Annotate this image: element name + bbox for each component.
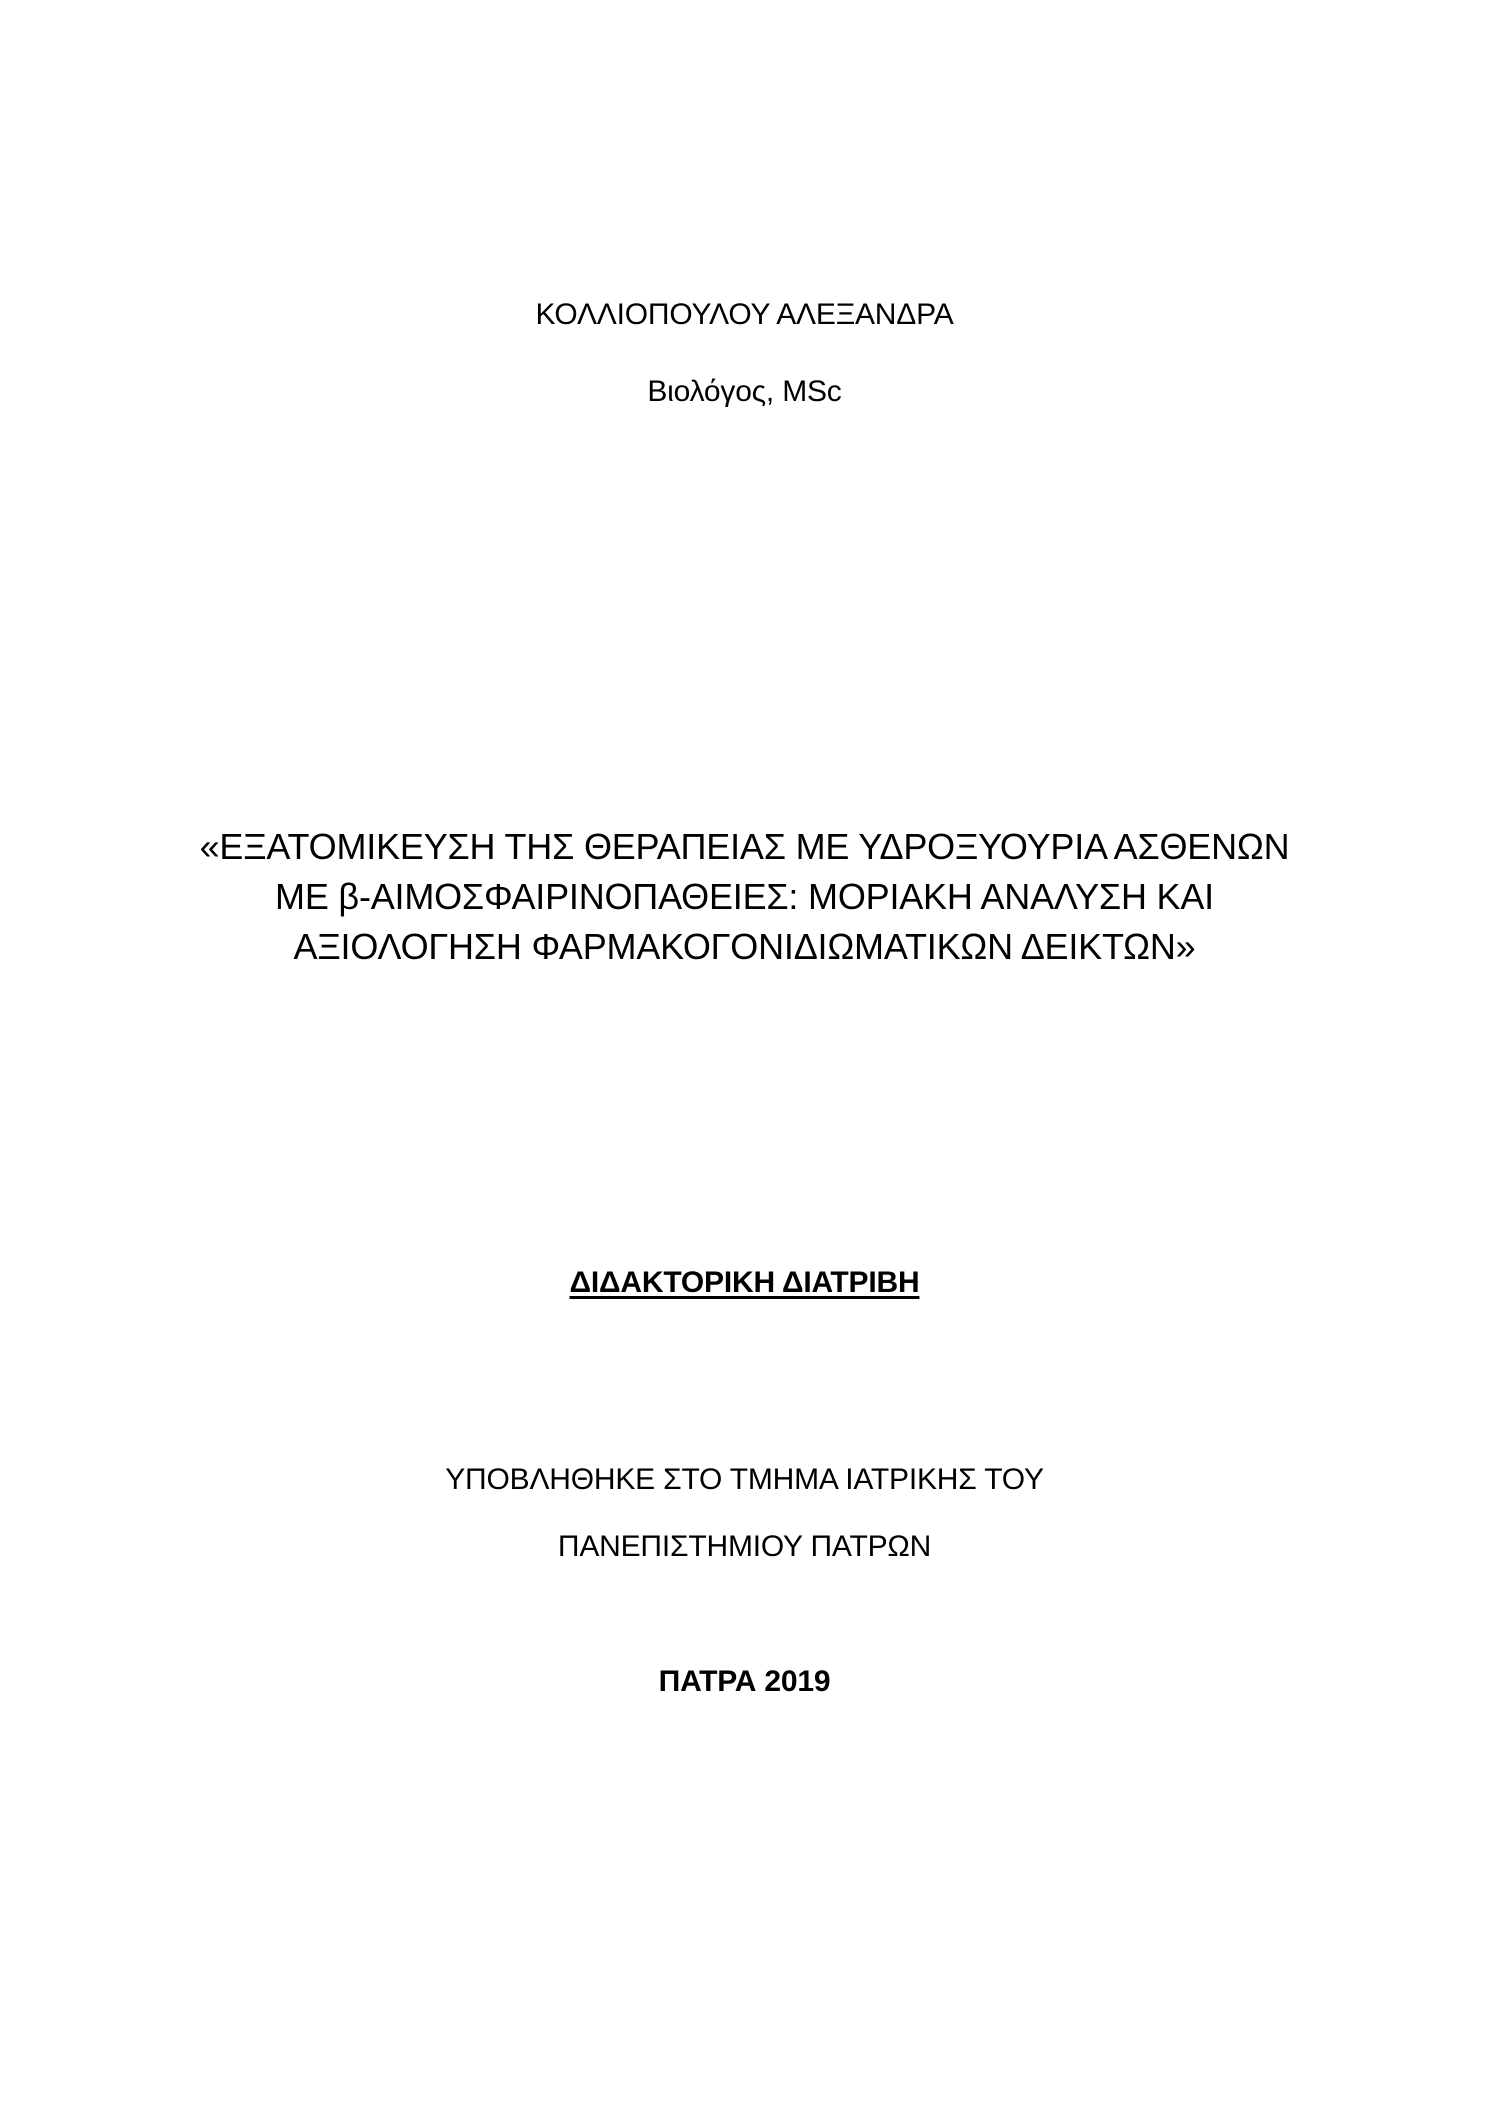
author-degree: Βιολόγος, MSc	[647, 375, 842, 408]
thesis-type: ΔΙΔΑΚΤΟΡΙΚΗ ΔΙΑΤΡΙΒΗ	[569, 1266, 920, 1299]
place-and-year: ΠΑΤΡΑ 2019	[658, 1665, 831, 1698]
thesis-title-line: ΑΞΙΟΛΟΓΗΣΗ ΦΑΡΜΑΚΟΓΟΝΙΔΙΩΜΑΤΙΚΩΝ ΔΕΙΚΤΩΝ»	[293, 926, 1196, 967]
university-name: ΠΑΝΕΠΙΣΤΗΜΙΟΥ ΠΑΤΡΩΝ	[557, 1530, 932, 1563]
thesis-title-line: ΜΕ β-ΑΙΜΟΣΦΑΙΡΙΝΟΠΑΘΕΙΕΣ: ΜΟΡΙΑΚΗ ΑΝΑΛΥΣΗ ΚΑΙ	[275, 876, 1214, 917]
author-name: ΚΟΛΛΙΟΠΟΥΛΟΥ ΑΛΕΞΑΝΔΡΑ	[535, 298, 954, 331]
thesis-title-line: «ΕΞΑΤΟΜΙΚΕΥΣΗ ΤΗΣ ΘΕΡΑΠΕΙΑΣ ΜΕ ΥΔΡΟΞΥΟΥΡΙΑ ΑΣΘΕΝΩΝ	[199, 826, 1290, 867]
submission-statement: ΥΠΟΒΛΗΘΗΚΕ ΣΤΟ ΤΜΗΜΑ ΙΑΤΡΙΚΗΣ ΤΟΥ	[445, 1463, 1044, 1496]
thesis-title	[0, 822, 1489, 972]
